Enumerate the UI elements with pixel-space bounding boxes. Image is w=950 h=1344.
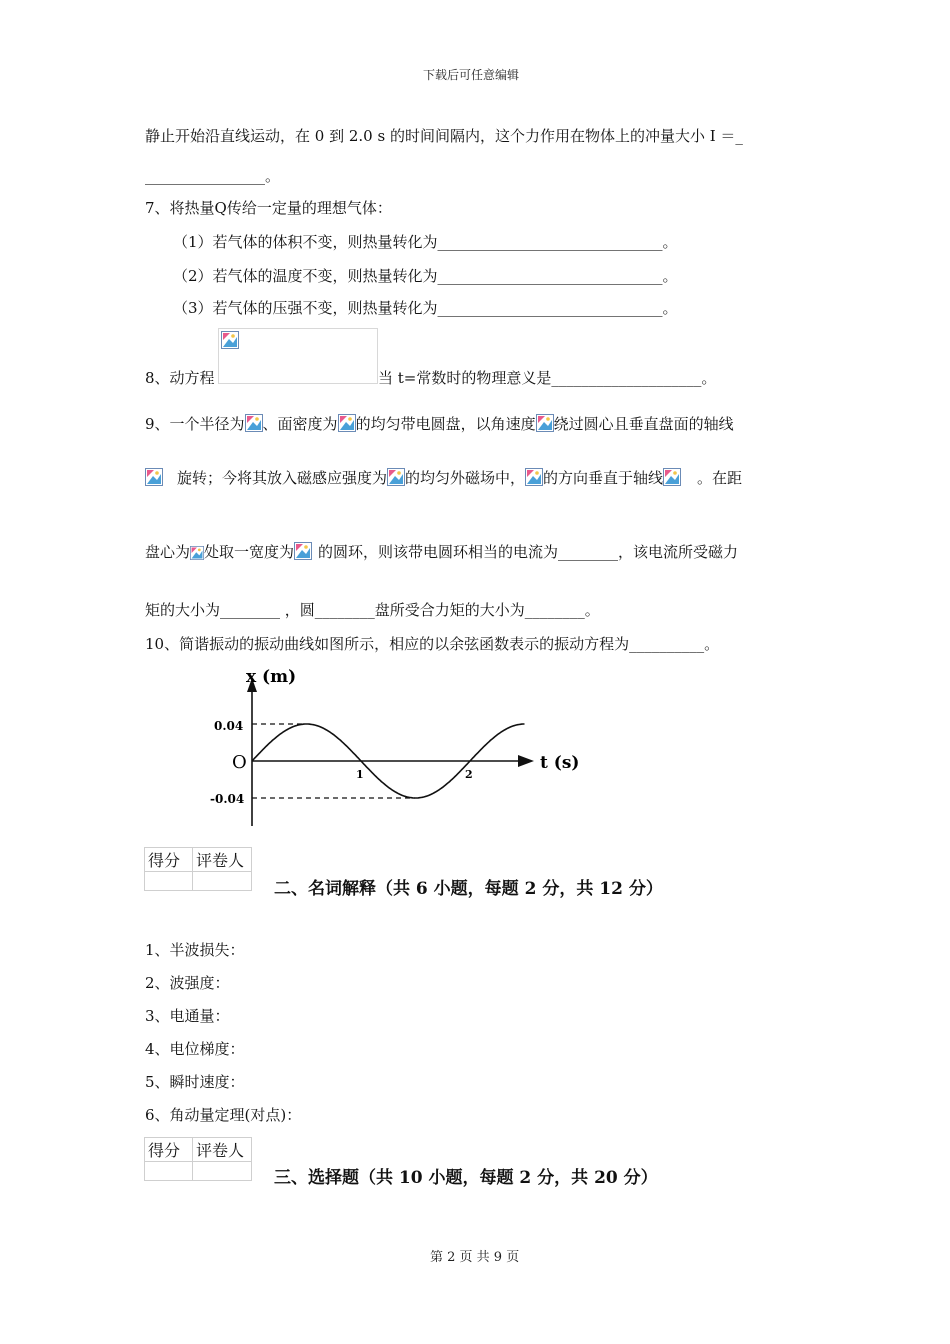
broken-image-icon	[663, 468, 697, 486]
section-3-title: 三、选择题（共 10 小题，每题 2 分，共 20 分）	[274, 1168, 658, 1188]
q6-line-1: 静止开始沿直线运动，在 0 到 2.0 s 的时间间隔内，这个力作用在物体上的冲量大小 I ＝_	[145, 127, 743, 145]
q10-stem: 10、简谐振动的振动曲线如图所示，相应的以余弦函数表示的振动方程为__________。	[145, 635, 720, 653]
y-tick-label: -0.04	[210, 792, 245, 806]
q9-text: 旋转；今将其放入磁感应强度为	[177, 469, 388, 487]
score-header: 得分	[145, 848, 193, 872]
grader-cell	[193, 1162, 252, 1181]
broken-image-icon	[536, 414, 554, 432]
broken-image-icon	[338, 414, 356, 432]
broken-image-icon	[245, 414, 263, 432]
x-tick-label: 2	[465, 768, 473, 781]
q9-line-1	[145, 414, 734, 434]
grader-header: 评卷人	[193, 1138, 252, 1162]
page-footer: 第 2 页 共 9 页	[430, 1250, 520, 1265]
broken-image-icon	[525, 468, 543, 486]
q7-stem: 7、将热量Q传给一定量的理想气体：	[145, 199, 392, 217]
x-axis-label: t (s)	[540, 753, 580, 773]
q9-text: 9、一个半径为	[145, 415, 245, 433]
grader-header: 评卷人	[193, 848, 252, 872]
term-item: 2、波强度：	[145, 974, 230, 992]
q9-line-2	[145, 468, 742, 488]
q9-text: 处取一宽度为	[204, 543, 295, 561]
oscillation-graph	[200, 664, 600, 834]
section-2-title: 二、名词解释（共 6 小题，每题 2 分，共 12 分）	[274, 879, 663, 899]
score-table	[144, 1137, 252, 1181]
q6-line-2: ________________。	[145, 167, 281, 185]
q9-line-4: 矩的大小为________ ，圆________盘所受合力矩的大小为________。	[145, 601, 600, 619]
score-cell	[145, 872, 193, 891]
y-tick-label: 0.04	[214, 719, 244, 733]
broken-image-icon	[145, 468, 177, 486]
q8-suffix: 当 t=常数时的物理意义是____________________。	[378, 369, 717, 387]
y-axis-label: x (m)	[246, 667, 297, 687]
broken-image-icon	[190, 546, 204, 560]
q9-text: 的圆环，则该带电圆环相当的电流为________，该电流所受磁力	[318, 543, 739, 561]
x-axis-arrow	[518, 755, 534, 767]
q7-item-2: （2）若气体的温度不变，则热量转化为______________________________。	[173, 267, 678, 285]
q9-text: 的均匀外磁场中，	[405, 469, 526, 487]
term-item: 5、瞬时速度：	[145, 1073, 245, 1091]
q9-text: 绕过圆心且垂直盘面的轴线	[553, 415, 734, 433]
broken-image-icon	[294, 542, 318, 560]
term-item: 6、角动量定理(对点)：	[145, 1106, 302, 1124]
broken-image-icon	[387, 468, 405, 486]
q9-text: 的均匀带电圆盘，以角速度	[355, 415, 536, 433]
broken-image-icon	[221, 331, 239, 349]
q8-prefix: 8、动方程	[145, 369, 215, 387]
grader-cell	[193, 872, 252, 891]
q7-item-3: （3）若气体的压强不变，则热量转化为______________________________。	[173, 299, 678, 317]
score-header: 得分	[145, 1138, 193, 1162]
q9-line-3	[145, 542, 738, 562]
term-item: 4、电位梯度：	[145, 1040, 245, 1058]
score-table	[144, 847, 252, 891]
q9-text: 盘心为	[145, 543, 191, 561]
term-item: 1、半波损失：	[145, 941, 245, 959]
page-header-note: 下载后可任意编辑	[423, 68, 520, 82]
x-tick-label: 1	[356, 768, 364, 781]
equation-image-frame	[218, 328, 378, 384]
q9-text: 、面密度为	[262, 415, 338, 433]
term-item: 3、电通量：	[145, 1007, 230, 1025]
origin-label: O	[232, 752, 247, 773]
q7-item-1: （1）若气体的体积不变，则热量转化为______________________________。	[173, 233, 678, 251]
q9-text: 。在距	[697, 469, 743, 487]
score-cell	[145, 1162, 193, 1181]
q9-text: 的方向垂直于轴线	[543, 469, 664, 487]
